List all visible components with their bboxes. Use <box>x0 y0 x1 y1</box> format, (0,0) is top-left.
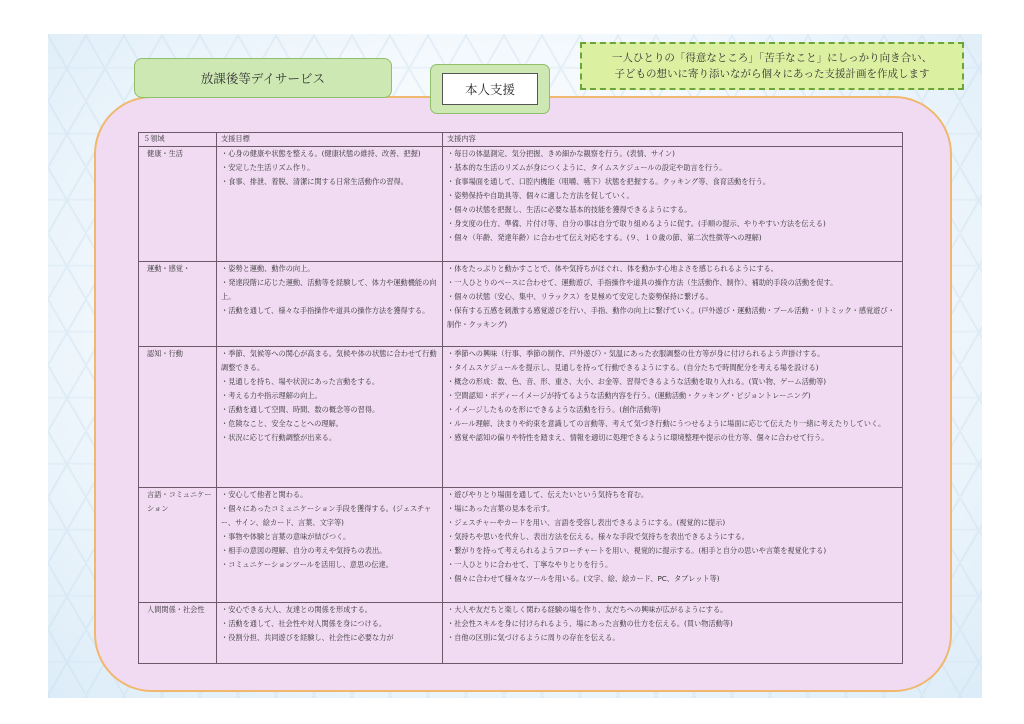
content-item: ・個々の状態を把握し、生活に必要な基本的技能を獲得できるようにする。 <box>447 205 692 214</box>
goals-cell <box>217 603 443 664</box>
table-row <box>139 603 903 664</box>
goal-item: ・相手の意図の理解、自分の考えや気持ちの表出。 <box>221 546 387 555</box>
support-type-text: 本人支援 <box>464 82 515 97</box>
content-item: ・食事場面を通して、口腔内機能（咀嚼、嚥下）状態を把握する。クッキング等、食育活動を行う。 <box>447 177 771 186</box>
content-item: ・毎日の体温測定、気分把握、きめ細かな観察を行う。(表情、サイン) <box>447 149 675 158</box>
content-item: ・場にあった言葉の見本を示す。 <box>447 504 555 513</box>
goal-item: ・個々にあったコミュニケーション手段を獲得する。(ジェスチャー、サイン、絵カード、言葉、文字等) <box>221 504 432 527</box>
goal-item: ・状況に応じて行動調整が出来る。 <box>221 433 337 442</box>
goals-cell <box>217 347 443 488</box>
content-item: ・個々に合わせて様々なツールを用いる。(文字、絵、絵カード、PC、タブレット等) <box>447 574 720 583</box>
domain-cell: 健康・生活 <box>139 147 217 262</box>
support-type-box <box>442 73 538 105</box>
goal-item: ・危険なこと、安全なことへの理解。 <box>221 419 343 428</box>
table-row <box>139 262 903 347</box>
goal-item: ・活動を通して空間、時間、数の概念等の習得。 <box>221 405 380 414</box>
content-item: ・イメージしたものを形にできるような活動を行う。(創作活動等) <box>447 405 661 414</box>
content-item: ・概念の形成：数、色、音、形、重さ、大小、お金等、習得できるような活動を取り入れる。(買い物、ゲーム活動等) <box>447 377 827 386</box>
content-item: ・個々（年齢、発達年齢）に合わせて伝え対応をする。(９、１０歳の節、第二次性徴等への理解) <box>447 233 762 242</box>
goal-item: ・発達段階に応じた運動、活動等を経験して、体力や運動機能の向上。 <box>221 278 437 301</box>
goal-item: ・食事、排泄、着脱、清潔に関する日常生活動作の習得。 <box>221 177 408 186</box>
goals-cell <box>217 262 443 347</box>
goal-item: ・心身の健康や状態を整える。(健康状態の維持、改善、把握) <box>221 149 421 158</box>
goal-item: ・安定した生活リズム作り。 <box>221 163 315 172</box>
content-item: ・感覚や認知の偏りや特性を踏まえ、情報を適切に処理できるように環境整理や提示の仕方等、個々に合わせて行う。 <box>447 433 829 442</box>
header-domain: ５領域 <box>139 133 217 147</box>
content-item: ・一人ひとりに合わせて、丁寧なやりとりを行う。 <box>447 560 613 569</box>
content-item: ・保有する五感を刺激する感覚遊びを行い、手指、動作の向上に繋げていく。(戸外遊び・運動活動・プール活動・リトミック・感覚遊び・制作・クッキング) <box>447 306 895 329</box>
goal-item: ・見通しを持ち、場や状況にあった言動をする。 <box>221 377 380 386</box>
content-item: ・自他の区別に気づけるように周りの存在を伝える。 <box>447 633 620 642</box>
domain-cell: 人間関係・社会性 <box>139 603 217 664</box>
policy-line: 一人ひとりの「得意なところ」「苦手なこと」にしっかり向き合い、 <box>611 51 933 64</box>
contents-cell <box>443 262 903 347</box>
content-item: ・ルール理解、決まりや約束を意識しての言動等、考えて気づき行動にうつせるように場面に応じて伝えたり一緒に考えたりしていく。 <box>447 419 886 428</box>
table-row <box>139 147 903 262</box>
content-item: ・大人や友だちと楽しく関わる経験の場を作り、友だちへの興味が広がるようにする。 <box>447 605 728 614</box>
service-type-text: 放課後等デイサービス <box>200 71 326 86</box>
domain-cell: 運動・感覚・ <box>139 262 217 347</box>
content-item: ・姿勢保持や自助具等、個々に適した方法を促していく。 <box>447 191 634 200</box>
goal-item: ・安心して他者と関わる。 <box>221 490 308 499</box>
domain-cell: 言語・コミュニケーション <box>139 488 217 603</box>
goal-item: ・活動を通して、様々な手指操作や道具の操作方法を獲得する。 <box>221 306 430 315</box>
contents-cell <box>443 147 903 262</box>
domain-cell: 認知・行動 <box>139 347 217 488</box>
goal-item: ・安心できる大人、友達との関係を形成する。 <box>221 605 372 614</box>
header-contents: 支援内容 <box>443 133 903 147</box>
content-item: ・身支度の仕方、準備、片付け等、自分の事は自分で取り組めるように促す。(手順の提示、やりやすい方法を伝える) <box>447 219 826 228</box>
service-type-label <box>134 58 392 98</box>
page-background <box>48 34 982 698</box>
contents-cell <box>443 347 903 488</box>
table-row <box>139 347 903 488</box>
goal-item: ・コミュニケーションツールを活用し、意思の伝達。 <box>221 560 393 569</box>
content-item: ・一人ひとりのペースに合わせて、運動遊び、手指操作や道具の操作方法（生活動作、制作）、補助的手段の活動を促す。 <box>447 278 838 287</box>
goals-cell <box>217 488 443 603</box>
content-item: ・気持ちや思いを代弁し、表出方法を伝える。様々な手段で気持ちを表出できるようにする。 <box>447 532 749 541</box>
goal-item: ・役割分担、共同遊びを経験し、社会性に必要な力が <box>221 633 394 642</box>
support-type-label <box>430 64 550 114</box>
content-item: ・繋がりを持って考えられるようフローチャートを用い、視覚的に提示する。(相手と自分の思いや言葉を視覚化する) <box>447 546 827 555</box>
goal-item: ・事物や体験と言葉の意味が結びつく。 <box>221 532 351 541</box>
goals-cell <box>217 147 443 262</box>
table-row <box>139 488 903 603</box>
content-item: ・空間認知・ボディーイメージが持てるような活動内容を行う。(運動活動・クッキング・ビジョントレーニング) <box>447 391 811 400</box>
content-item: ・季節への興味（行事、季節の制作、戸外遊び）・気温にあった衣服調整の仕方等が身に付けられるよう声掛けする。 <box>447 349 825 358</box>
header-goals: 支援目標 <box>217 133 443 147</box>
support-plan-panel <box>94 96 952 692</box>
policy-line: 子どもの想いに寄り添いながら個々にあった支援計画を作成します <box>614 68 930 80</box>
goal-item: ・姿勢と運動、動作の向上。 <box>221 264 315 273</box>
content-item: ・基本的な生活のリズムが身につくように、タイムスケジュールの設定や助言を行う。 <box>447 163 727 172</box>
content-item: ・体をたっぷりと動かすことで、体や気持ちがほぐれ、体を動かす心地よさを感じられるようにする。 <box>447 264 778 273</box>
table-header-row <box>139 133 903 147</box>
content-item: ・タイムスケジュールを提示し、見通しを持って行動できるようにする。(自分たちで時間配分を考える場を設ける) <box>447 363 819 372</box>
content-item: ・遊びやりとり場面を通して、伝えたいという気持ちを育む。 <box>447 490 649 499</box>
contents-cell <box>443 488 903 603</box>
goal-item: ・考える力や指示理解の向上。 <box>221 391 322 400</box>
policy-statement <box>580 42 964 90</box>
content-item: ・社会性スキルを身に付けられるよう、場にあった言動の仕方を伝える。(買い物活動等) <box>447 619 733 628</box>
support-plan-table <box>138 132 903 664</box>
content-item: ・個々の状態（安心、集中、リラックス）を見極めて安定した姿勢保持に繋げる。 <box>447 292 713 301</box>
goal-item: ・活動を通して、社会性や対人関係を身につける。 <box>221 619 387 628</box>
goal-item: ・季節、気候等への関心が高まる。気候や体の状態に合わせて行動調整できる。 <box>221 349 437 372</box>
content-item: ・ジェスチャーやカードを用い、言語を受容し表出できるようにする。(視覚的に提示) <box>447 518 726 527</box>
contents-cell <box>443 603 903 664</box>
